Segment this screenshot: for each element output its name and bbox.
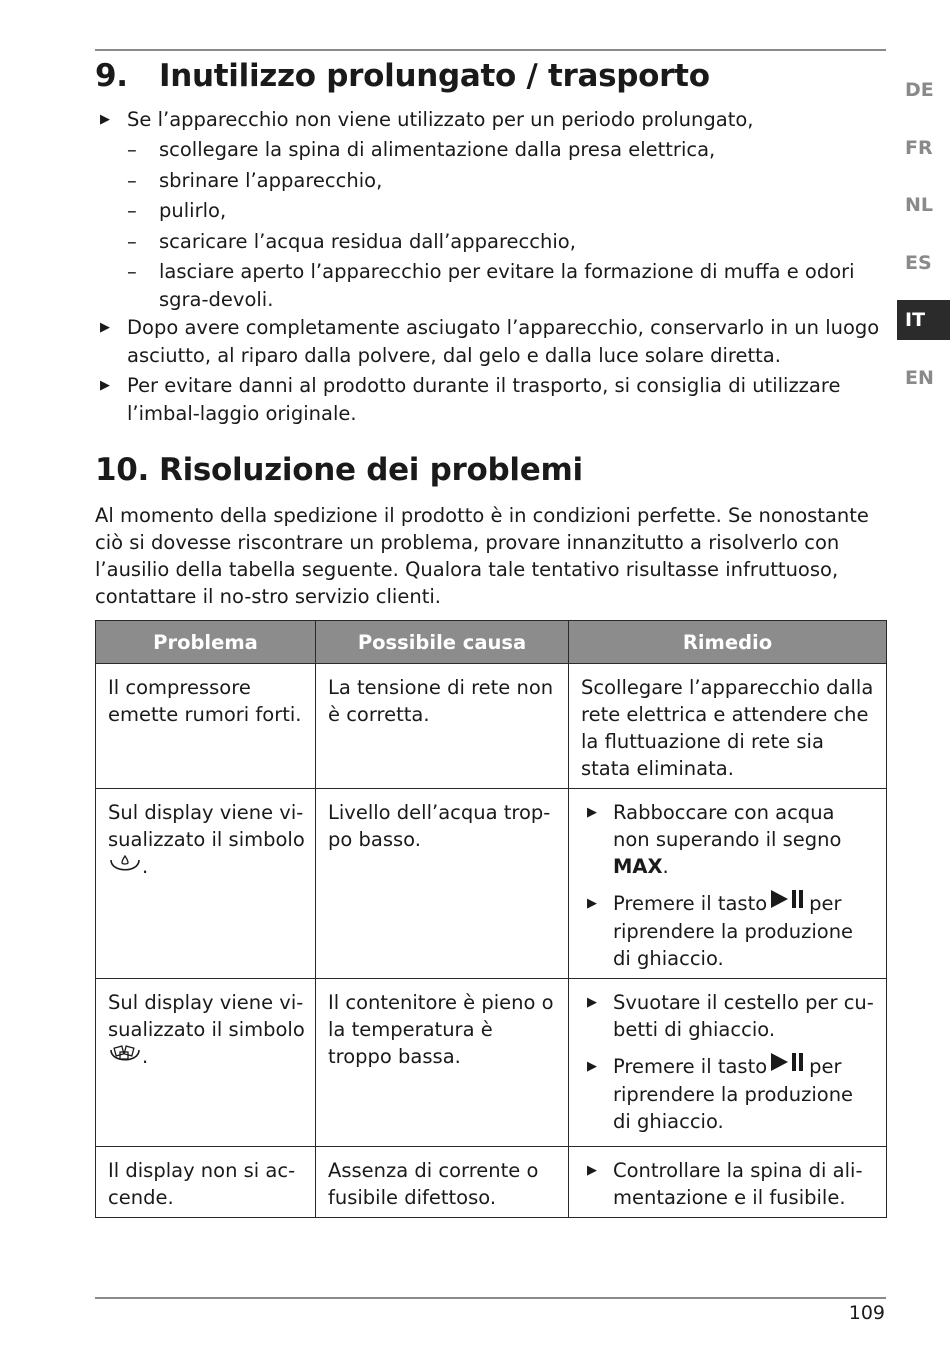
top-rule (95, 49, 886, 51)
lang-tab-fr[interactable]: FR (905, 136, 933, 159)
sub-list-item (127, 197, 890, 225)
table-header-row (96, 621, 887, 664)
sub-item-text: sbrinare l’apparecchio, (159, 168, 383, 192)
triangle-bullet-icon: ▶ (587, 805, 597, 820)
list-item (581, 989, 876, 1043)
triangle-bullet-icon: ▶ (100, 112, 110, 127)
ice-full-icon (108, 1043, 142, 1072)
table-row (96, 979, 887, 1147)
remedy-text: Svuotare il cestello per cu-betti di ghiaccio. (613, 991, 874, 1041)
remedy-text-post: . (662, 855, 669, 878)
remedy-text-pre: Premere il tasto (613, 1055, 768, 1078)
cause-cell: Il contenitore è pieno o la temperatura è troppo bassa. (316, 979, 569, 1147)
section-10-title: Risoluzione dei problemi (159, 452, 583, 488)
remedy-cell (569, 789, 887, 979)
problem-text: Sul display viene vi-sualizzato il simbolo (108, 801, 305, 851)
sub-list-item (127, 228, 890, 256)
remedy-text (613, 890, 876, 972)
page-number: 109 (848, 1302, 885, 1324)
sub-list-item (127, 258, 890, 314)
sub-item-text: scaricare l’acqua residua dall’apparecchio, (159, 229, 576, 253)
remedy-cell: Scollegare l’apparecchio dalla rete elettrica e attendere che la fluttuazione di rete sia stata eliminata. (569, 664, 887, 789)
section-9-body (100, 106, 890, 428)
dash-bullet: – (127, 259, 137, 283)
remedy-text-pre: Premere il tasto (613, 892, 768, 915)
language-tabs (897, 70, 950, 415)
section-9-title: Inutilizzo prolungato / trasporto (159, 58, 710, 94)
list-item (581, 1157, 876, 1211)
bullet-text: Per evitare danni al prodotto durante il trasporto, si consiglia di utilizzare l’imbal-laggio originale. (127, 373, 841, 425)
sub-item-text: lasciare aperto l’apparecchio per evitare la formazione di muffa e odori sgra-devoli. (159, 259, 855, 311)
table-row (96, 664, 887, 789)
list-item (581, 799, 876, 880)
play-pause-icon (769, 1050, 807, 1081)
lang-tab-nl[interactable]: NL (905, 194, 934, 216)
section-10-intro: Al momento della spedizione il prodotto è in condizioni perfette. Se nonostante ciò si dovesse riscontrare un problema, provare innanzitutto a risolverlo con l’ausilio della tabella seguente. Qualora tale tentativo risultasse infruttuoso, contattare il no-stro servizio clienti. (95, 504, 869, 608)
triangle-bullet-icon: ▶ (587, 1163, 597, 1178)
table-row (96, 1147, 887, 1218)
section-9-number: 9. (95, 58, 128, 94)
list-item (100, 106, 890, 134)
section-9-heading (95, 58, 710, 94)
remedy-text (613, 1053, 876, 1135)
section-10-heading (95, 452, 583, 488)
triangle-bullet-icon: ▶ (587, 1059, 597, 1074)
dash-bullet: – (127, 138, 137, 162)
triangle-bullet-icon: ▶ (100, 319, 110, 335)
sub-item-text: pulirlo, (159, 199, 227, 223)
triangle-bullet-icon: ▶ (587, 995, 597, 1010)
sub-list-item (127, 136, 890, 164)
table-row (96, 789, 887, 979)
play-pause-icon (769, 887, 807, 918)
lang-tab-de[interactable]: DE (905, 79, 934, 101)
cause-cell: Livello dell’acqua trop-po basso. (316, 789, 569, 979)
list-item (581, 890, 876, 972)
cause-cell: La tensione di rete non è corretta. (316, 664, 569, 789)
lang-tab-es[interactable]: ES (905, 251, 932, 274)
header-problem: Problema (96, 621, 316, 664)
problem-text-end: . (142, 1045, 149, 1068)
sub-item-text: scollegare la spina di alimentazione dalla presa elettrica, (159, 138, 716, 162)
header-remedy: Rimedio (569, 621, 887, 664)
dash-bullet: – (127, 229, 137, 253)
remedy-text-post: per riprendere la produzione di ghiaccio. (613, 1055, 854, 1133)
problem-cell: Il display non si ac-cende. (96, 1147, 316, 1218)
header-cause: Possibile causa (316, 621, 569, 664)
lang-tab-en[interactable]: EN (905, 366, 934, 389)
dash-bullet: – (127, 199, 137, 223)
troubleshooting-table (95, 620, 887, 1218)
problem-text-end: . (142, 855, 149, 878)
section-10-number: 10. (95, 452, 150, 488)
triangle-bullet-icon: ▶ (587, 896, 597, 911)
list-item (581, 1053, 876, 1135)
bullet-text: Se l’apparecchio non viene utilizzato per un periodo prolungato, (127, 108, 754, 131)
remedy-text (613, 799, 876, 880)
list-item (100, 314, 890, 370)
triangle-bullet-icon: ▶ (100, 377, 110, 393)
remedy-text-pre: Rabboccare con acqua non superando il segno (613, 801, 842, 851)
sub-list-item (127, 167, 890, 195)
bullet-text: Dopo avere completamente asciugato l’apparecchio, conservarlo in un luogo asciutto, al riparo dalla polvere, dal gelo e dalla luce solare diretta. (127, 315, 880, 367)
problem-cell: Il compressore emette rumori forti. (96, 664, 316, 789)
problem-cell (96, 789, 316, 979)
bottom-rule (95, 1297, 886, 1299)
dash-bullet: – (127, 168, 137, 192)
remedy-cell (569, 979, 887, 1147)
problem-text: Sul display viene vi-sualizzato il simbolo (108, 991, 305, 1041)
remedy-cell (569, 1147, 887, 1218)
water-drop-icon (108, 853, 142, 882)
cause-cell: Assenza di corrente o fusibile difettoso. (316, 1147, 569, 1218)
list-item (100, 372, 890, 428)
max-mark: MAX (613, 855, 663, 878)
lang-tab-it[interactable]: IT (897, 300, 950, 340)
remedy-text-post: per riprendere la produzione di ghiaccio. (613, 892, 854, 970)
remedy-text: Controllare la spina di ali-mentazione e il fusibile. (613, 1159, 863, 1209)
problem-cell (96, 979, 316, 1147)
